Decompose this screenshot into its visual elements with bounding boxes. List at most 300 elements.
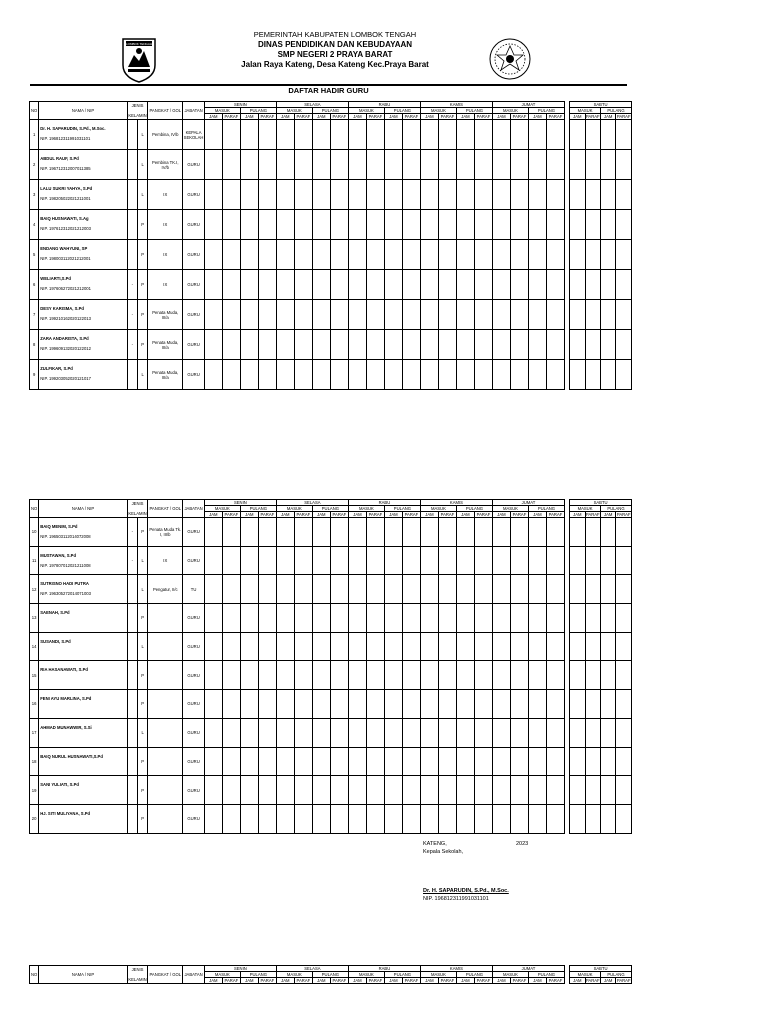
attendance-cell[interactable] — [585, 518, 600, 547]
attendance-cell[interactable] — [528, 661, 546, 690]
attendance-cell[interactable] — [570, 604, 585, 633]
attendance-cell[interactable] — [330, 210, 348, 240]
attendance-cell[interactable] — [456, 776, 474, 805]
attendance-cell[interactable] — [240, 300, 258, 330]
attendance-cell[interactable] — [258, 690, 276, 719]
attendance-cell[interactable] — [528, 776, 546, 805]
attendance-cell[interactable] — [384, 804, 402, 833]
attendance-cell[interactable] — [240, 180, 258, 210]
attendance-cell[interactable] — [402, 270, 420, 300]
attendance-cell[interactable] — [384, 575, 402, 604]
attendance-cell[interactable] — [510, 747, 528, 776]
attendance-cell[interactable] — [438, 661, 456, 690]
attendance-cell[interactable] — [616, 546, 632, 575]
attendance-cell[interactable] — [312, 518, 330, 547]
attendance-cell[interactable] — [456, 150, 474, 180]
attendance-cell[interactable] — [474, 604, 492, 633]
attendance-cell[interactable] — [510, 546, 528, 575]
attendance-cell[interactable] — [276, 300, 294, 330]
attendance-cell[interactable] — [294, 270, 312, 300]
attendance-cell[interactable] — [456, 690, 474, 719]
attendance-cell[interactable] — [474, 150, 492, 180]
attendance-cell[interactable] — [402, 690, 420, 719]
attendance-cell[interactable] — [616, 270, 632, 300]
attendance-cell[interactable] — [294, 632, 312, 661]
attendance-cell[interactable] — [616, 360, 632, 390]
attendance-cell[interactable] — [366, 270, 384, 300]
attendance-cell[interactable] — [420, 360, 438, 390]
attendance-cell[interactable] — [330, 120, 348, 150]
attendance-cell[interactable] — [528, 747, 546, 776]
attendance-cell[interactable] — [276, 518, 294, 547]
attendance-cell[interactable] — [204, 632, 222, 661]
attendance-cell[interactable] — [402, 575, 420, 604]
attendance-cell[interactable] — [258, 546, 276, 575]
attendance-cell[interactable] — [348, 747, 366, 776]
attendance-cell[interactable] — [528, 690, 546, 719]
attendance-cell[interactable] — [366, 632, 384, 661]
attendance-cell[interactable] — [546, 575, 564, 604]
attendance-cell[interactable] — [528, 240, 546, 270]
attendance-cell[interactable] — [312, 575, 330, 604]
attendance-cell[interactable] — [438, 518, 456, 547]
attendance-cell[interactable] — [585, 210, 600, 240]
attendance-cell[interactable] — [294, 330, 312, 360]
attendance-cell[interactable] — [492, 210, 510, 240]
attendance-cell[interactable] — [420, 518, 438, 547]
attendance-cell[interactable] — [312, 690, 330, 719]
attendance-cell[interactable] — [546, 632, 564, 661]
attendance-cell[interactable] — [600, 546, 615, 575]
attendance-cell[interactable] — [492, 120, 510, 150]
attendance-cell[interactable] — [402, 150, 420, 180]
attendance-cell[interactable] — [204, 546, 222, 575]
attendance-cell[interactable] — [546, 546, 564, 575]
attendance-cell[interactable] — [546, 690, 564, 719]
attendance-cell[interactable] — [402, 330, 420, 360]
attendance-cell[interactable] — [276, 661, 294, 690]
attendance-cell[interactable] — [546, 330, 564, 360]
attendance-cell[interactable] — [258, 632, 276, 661]
attendance-cell[interactable] — [438, 330, 456, 360]
attendance-cell[interactable] — [420, 604, 438, 633]
attendance-cell[interactable] — [240, 604, 258, 633]
attendance-cell[interactable] — [222, 150, 240, 180]
attendance-cell[interactable] — [222, 632, 240, 661]
attendance-cell[interactable] — [294, 690, 312, 719]
attendance-cell[interactable] — [258, 804, 276, 833]
attendance-cell[interactable] — [348, 120, 366, 150]
attendance-cell[interactable] — [348, 575, 366, 604]
attendance-cell[interactable] — [348, 632, 366, 661]
attendance-cell[interactable] — [312, 120, 330, 150]
attendance-cell[interactable] — [456, 575, 474, 604]
attendance-cell[interactable] — [510, 360, 528, 390]
attendance-cell[interactable] — [258, 360, 276, 390]
attendance-cell[interactable] — [402, 210, 420, 240]
attendance-cell[interactable] — [312, 360, 330, 390]
attendance-cell[interactable] — [474, 690, 492, 719]
attendance-cell[interactable] — [570, 575, 585, 604]
attendance-cell[interactable] — [366, 690, 384, 719]
attendance-cell[interactable] — [204, 575, 222, 604]
attendance-cell[interactable] — [600, 330, 615, 360]
attendance-cell[interactable] — [438, 120, 456, 150]
attendance-cell[interactable] — [366, 150, 384, 180]
attendance-cell[interactable] — [616, 604, 632, 633]
attendance-cell[interactable] — [528, 330, 546, 360]
attendance-cell[interactable] — [456, 747, 474, 776]
attendance-cell[interactable] — [366, 804, 384, 833]
attendance-cell[interactable] — [438, 546, 456, 575]
attendance-cell[interactable] — [438, 804, 456, 833]
attendance-cell[interactable] — [420, 632, 438, 661]
attendance-cell[interactable] — [546, 518, 564, 547]
attendance-cell[interactable] — [510, 120, 528, 150]
attendance-cell[interactable] — [585, 300, 600, 330]
attendance-cell[interactable] — [402, 718, 420, 747]
attendance-cell[interactable] — [222, 240, 240, 270]
attendance-cell[interactable] — [616, 776, 632, 805]
attendance-cell[interactable] — [384, 330, 402, 360]
attendance-cell[interactable] — [312, 240, 330, 270]
attendance-cell[interactable] — [366, 518, 384, 547]
attendance-cell[interactable] — [420, 210, 438, 240]
attendance-cell[interactable] — [585, 747, 600, 776]
attendance-cell[interactable] — [570, 718, 585, 747]
attendance-cell[interactable] — [348, 300, 366, 330]
attendance-cell[interactable] — [510, 661, 528, 690]
attendance-cell[interactable] — [492, 776, 510, 805]
attendance-cell[interactable] — [348, 360, 366, 390]
attendance-cell[interactable] — [600, 210, 615, 240]
attendance-cell[interactable] — [474, 240, 492, 270]
attendance-cell[interactable] — [492, 632, 510, 661]
attendance-cell[interactable] — [474, 661, 492, 690]
attendance-cell[interactable] — [438, 180, 456, 210]
attendance-cell[interactable] — [546, 747, 564, 776]
attendance-cell[interactable] — [294, 210, 312, 240]
attendance-cell[interactable] — [456, 661, 474, 690]
attendance-cell[interactable] — [546, 604, 564, 633]
attendance-cell[interactable] — [546, 210, 564, 240]
attendance-cell[interactable] — [258, 300, 276, 330]
attendance-cell[interactable] — [204, 180, 222, 210]
attendance-cell[interactable] — [492, 747, 510, 776]
attendance-cell[interactable] — [366, 575, 384, 604]
attendance-cell[interactable] — [348, 330, 366, 360]
attendance-cell[interactable] — [222, 120, 240, 150]
attendance-cell[interactable] — [402, 518, 420, 547]
attendance-cell[interactable] — [570, 518, 585, 547]
attendance-cell[interactable] — [570, 150, 585, 180]
attendance-cell[interactable] — [420, 300, 438, 330]
attendance-cell[interactable] — [402, 747, 420, 776]
attendance-cell[interactable] — [528, 120, 546, 150]
attendance-cell[interactable] — [585, 120, 600, 150]
attendance-cell[interactable] — [528, 300, 546, 330]
attendance-cell[interactable] — [348, 804, 366, 833]
attendance-cell[interactable] — [585, 690, 600, 719]
attendance-cell[interactable] — [585, 604, 600, 633]
attendance-cell[interactable] — [456, 718, 474, 747]
attendance-cell[interactable] — [276, 718, 294, 747]
attendance-cell[interactable] — [384, 518, 402, 547]
attendance-cell[interactable] — [474, 330, 492, 360]
attendance-cell[interactable] — [474, 632, 492, 661]
attendance-cell[interactable] — [492, 330, 510, 360]
attendance-cell[interactable] — [585, 661, 600, 690]
attendance-cell[interactable] — [204, 661, 222, 690]
attendance-cell[interactable] — [330, 518, 348, 547]
attendance-cell[interactable] — [600, 240, 615, 270]
attendance-cell[interactable] — [438, 300, 456, 330]
attendance-cell[interactable] — [600, 718, 615, 747]
attendance-cell[interactable] — [528, 518, 546, 547]
attendance-cell[interactable] — [402, 661, 420, 690]
attendance-cell[interactable] — [312, 604, 330, 633]
attendance-cell[interactable] — [240, 120, 258, 150]
attendance-cell[interactable] — [600, 575, 615, 604]
attendance-cell[interactable] — [616, 330, 632, 360]
attendance-cell[interactable] — [384, 632, 402, 661]
attendance-cell[interactable] — [240, 330, 258, 360]
attendance-cell[interactable] — [240, 661, 258, 690]
attendance-cell[interactable] — [240, 360, 258, 390]
attendance-cell[interactable] — [570, 330, 585, 360]
attendance-cell[interactable] — [438, 575, 456, 604]
attendance-cell[interactable] — [616, 661, 632, 690]
attendance-cell[interactable] — [438, 632, 456, 661]
attendance-cell[interactable] — [528, 604, 546, 633]
attendance-cell[interactable] — [402, 804, 420, 833]
attendance-cell[interactable] — [510, 180, 528, 210]
attendance-cell[interactable] — [330, 661, 348, 690]
attendance-cell[interactable] — [456, 120, 474, 150]
attendance-cell[interactable] — [276, 180, 294, 210]
attendance-cell[interactable] — [510, 270, 528, 300]
attendance-cell[interactable] — [420, 804, 438, 833]
attendance-cell[interactable] — [276, 150, 294, 180]
attendance-cell[interactable] — [492, 718, 510, 747]
attendance-cell[interactable] — [204, 604, 222, 633]
attendance-cell[interactable] — [258, 240, 276, 270]
attendance-cell[interactable] — [240, 776, 258, 805]
attendance-cell[interactable] — [348, 718, 366, 747]
attendance-cell[interactable] — [456, 546, 474, 575]
attendance-cell[interactable] — [492, 240, 510, 270]
attendance-cell[interactable] — [420, 575, 438, 604]
attendance-cell[interactable] — [312, 330, 330, 360]
attendance-cell[interactable] — [294, 804, 312, 833]
attendance-cell[interactable] — [570, 300, 585, 330]
attendance-cell[interactable] — [402, 632, 420, 661]
attendance-cell[interactable] — [240, 804, 258, 833]
attendance-cell[interactable] — [492, 150, 510, 180]
attendance-cell[interactable] — [474, 575, 492, 604]
attendance-cell[interactable] — [222, 360, 240, 390]
attendance-cell[interactable] — [402, 180, 420, 210]
attendance-cell[interactable] — [204, 718, 222, 747]
attendance-cell[interactable] — [600, 690, 615, 719]
attendance-cell[interactable] — [420, 661, 438, 690]
attendance-cell[interactable] — [616, 240, 632, 270]
attendance-cell[interactable] — [570, 804, 585, 833]
attendance-cell[interactable] — [240, 240, 258, 270]
attendance-cell[interactable] — [585, 718, 600, 747]
attendance-cell[interactable] — [528, 718, 546, 747]
attendance-cell[interactable] — [546, 804, 564, 833]
attendance-cell[interactable] — [510, 575, 528, 604]
attendance-cell[interactable] — [510, 632, 528, 661]
attendance-cell[interactable] — [366, 300, 384, 330]
attendance-cell[interactable] — [492, 661, 510, 690]
attendance-cell[interactable] — [474, 360, 492, 390]
attendance-cell[interactable] — [528, 632, 546, 661]
attendance-cell[interactable] — [546, 120, 564, 150]
attendance-cell[interactable] — [570, 747, 585, 776]
attendance-cell[interactable] — [616, 518, 632, 547]
attendance-cell[interactable] — [204, 747, 222, 776]
attendance-cell[interactable] — [510, 518, 528, 547]
attendance-cell[interactable] — [510, 690, 528, 719]
attendance-cell[interactable] — [312, 747, 330, 776]
attendance-cell[interactable] — [204, 360, 222, 390]
attendance-cell[interactable] — [456, 804, 474, 833]
attendance-cell[interactable] — [294, 604, 312, 633]
attendance-cell[interactable] — [330, 776, 348, 805]
attendance-cell[interactable] — [510, 718, 528, 747]
attendance-cell[interactable] — [240, 718, 258, 747]
attendance-cell[interactable] — [222, 575, 240, 604]
attendance-cell[interactable] — [222, 604, 240, 633]
attendance-cell[interactable] — [348, 604, 366, 633]
attendance-cell[interactable] — [510, 300, 528, 330]
attendance-cell[interactable] — [348, 776, 366, 805]
attendance-cell[interactable] — [456, 210, 474, 240]
attendance-cell[interactable] — [616, 150, 632, 180]
attendance-cell[interactable] — [204, 240, 222, 270]
attendance-cell[interactable] — [420, 270, 438, 300]
attendance-cell[interactable] — [312, 776, 330, 805]
attendance-cell[interactable] — [330, 575, 348, 604]
attendance-cell[interactable] — [348, 546, 366, 575]
attendance-cell[interactable] — [600, 804, 615, 833]
attendance-cell[interactable] — [384, 718, 402, 747]
attendance-cell[interactable] — [492, 300, 510, 330]
attendance-cell[interactable] — [570, 690, 585, 719]
attendance-cell[interactable] — [528, 804, 546, 833]
attendance-cell[interactable] — [600, 776, 615, 805]
attendance-cell[interactable] — [546, 360, 564, 390]
attendance-cell[interactable] — [438, 718, 456, 747]
attendance-cell[interactable] — [204, 804, 222, 833]
attendance-cell[interactable] — [294, 575, 312, 604]
attendance-cell[interactable] — [546, 718, 564, 747]
attendance-cell[interactable] — [222, 747, 240, 776]
attendance-cell[interactable] — [312, 300, 330, 330]
attendance-cell[interactable] — [240, 546, 258, 575]
attendance-cell[interactable] — [294, 747, 312, 776]
attendance-cell[interactable] — [456, 360, 474, 390]
attendance-cell[interactable] — [510, 330, 528, 360]
attendance-cell[interactable] — [384, 120, 402, 150]
attendance-cell[interactable] — [240, 632, 258, 661]
attendance-cell[interactable] — [570, 661, 585, 690]
attendance-cell[interactable] — [456, 240, 474, 270]
attendance-cell[interactable] — [474, 718, 492, 747]
attendance-cell[interactable] — [474, 120, 492, 150]
attendance-cell[interactable] — [528, 270, 546, 300]
attendance-cell[interactable] — [456, 300, 474, 330]
attendance-cell[interactable] — [585, 546, 600, 575]
attendance-cell[interactable] — [546, 270, 564, 300]
attendance-cell[interactable] — [348, 150, 366, 180]
attendance-cell[interactable] — [384, 270, 402, 300]
attendance-cell[interactable] — [474, 747, 492, 776]
attendance-cell[interactable] — [366, 546, 384, 575]
attendance-cell[interactable] — [384, 690, 402, 719]
attendance-cell[interactable] — [402, 240, 420, 270]
attendance-cell[interactable] — [312, 210, 330, 240]
attendance-cell[interactable] — [222, 180, 240, 210]
attendance-cell[interactable] — [384, 747, 402, 776]
attendance-cell[interactable] — [276, 270, 294, 300]
attendance-cell[interactable] — [546, 661, 564, 690]
attendance-cell[interactable] — [276, 747, 294, 776]
attendance-cell[interactable] — [600, 120, 615, 150]
attendance-cell[interactable] — [258, 747, 276, 776]
attendance-cell[interactable] — [585, 776, 600, 805]
attendance-cell[interactable] — [600, 270, 615, 300]
attendance-cell[interactable] — [294, 120, 312, 150]
attendance-cell[interactable] — [585, 240, 600, 270]
attendance-cell[interactable] — [276, 210, 294, 240]
attendance-cell[interactable] — [276, 804, 294, 833]
attendance-cell[interactable] — [510, 150, 528, 180]
attendance-cell[interactable] — [258, 776, 276, 805]
attendance-cell[interactable] — [276, 632, 294, 661]
attendance-cell[interactable] — [585, 360, 600, 390]
attendance-cell[interactable] — [510, 210, 528, 240]
attendance-cell[interactable] — [204, 120, 222, 150]
attendance-cell[interactable] — [240, 270, 258, 300]
attendance-cell[interactable] — [258, 120, 276, 150]
attendance-cell[interactable] — [312, 270, 330, 300]
attendance-cell[interactable] — [222, 300, 240, 330]
attendance-cell[interactable] — [276, 240, 294, 270]
attendance-cell[interactable] — [384, 360, 402, 390]
attendance-cell[interactable] — [222, 776, 240, 805]
attendance-cell[interactable] — [616, 120, 632, 150]
attendance-cell[interactable] — [420, 718, 438, 747]
attendance-cell[interactable] — [492, 518, 510, 547]
attendance-cell[interactable] — [420, 150, 438, 180]
attendance-cell[interactable] — [585, 180, 600, 210]
attendance-cell[interactable] — [384, 300, 402, 330]
attendance-cell[interactable] — [330, 300, 348, 330]
attendance-cell[interactable] — [600, 300, 615, 330]
attendance-cell[interactable] — [330, 718, 348, 747]
attendance-cell[interactable] — [366, 604, 384, 633]
attendance-cell[interactable] — [348, 690, 366, 719]
attendance-cell[interactable] — [258, 270, 276, 300]
attendance-cell[interactable] — [456, 180, 474, 210]
attendance-cell[interactable] — [438, 150, 456, 180]
attendance-cell[interactable] — [570, 120, 585, 150]
attendance-cell[interactable] — [420, 240, 438, 270]
attendance-cell[interactable] — [330, 360, 348, 390]
